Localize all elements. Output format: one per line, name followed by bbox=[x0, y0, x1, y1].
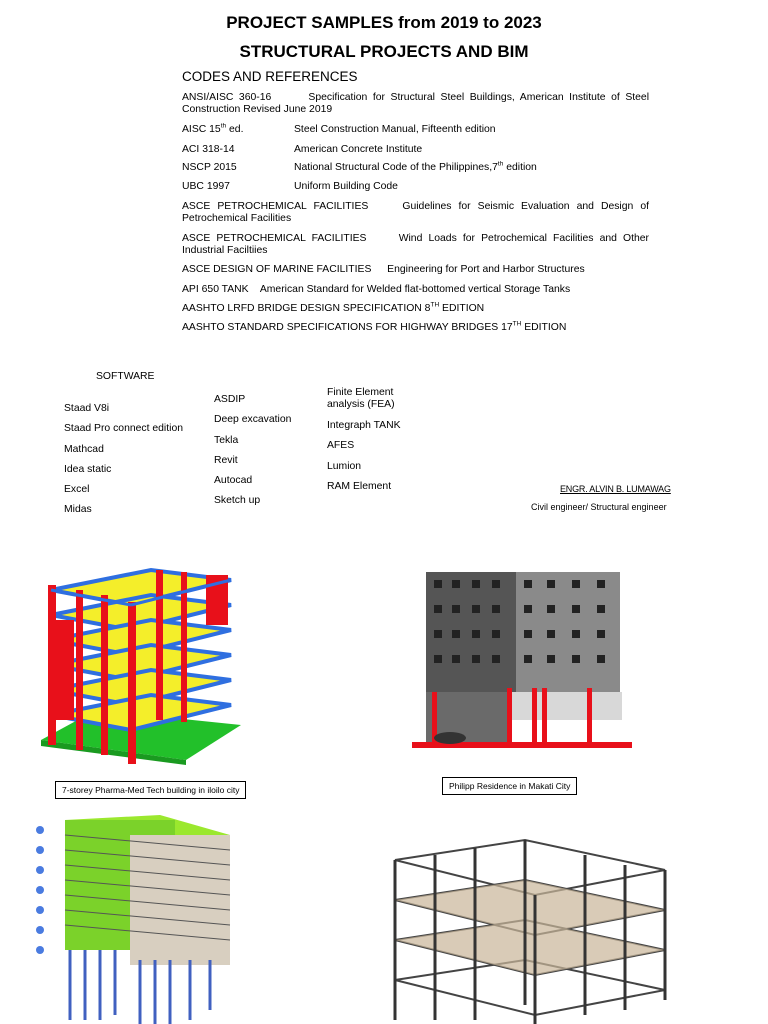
code-label: ANSI/AISC 360-16 bbox=[182, 92, 272, 103]
software-item: Finite Element bbox=[327, 387, 394, 398]
code-row bbox=[182, 284, 649, 296]
pharma-med-building-model bbox=[36, 560, 246, 770]
code-description: American Standard for Welded flat-bottomed vertical Storage Tanks bbox=[259, 284, 571, 295]
code-label: ACI 318-14 bbox=[182, 144, 235, 155]
structural-frame-model bbox=[375, 820, 675, 1024]
code-row bbox=[182, 233, 649, 257]
software-item: Integraph TANK bbox=[327, 420, 401, 431]
bim-building-model bbox=[30, 810, 250, 1024]
software-item: Lumion bbox=[327, 460, 362, 472]
software-item: Idea static bbox=[64, 463, 112, 475]
code-description: Engineering for Port and Harbor Structures bbox=[387, 264, 585, 275]
code-label: ASCE PETROCHEMICAL FACILITIES bbox=[182, 201, 369, 212]
software-item: RAM Element bbox=[327, 480, 392, 492]
software-item: Staad V8i bbox=[64, 403, 110, 414]
software-item: Tekla bbox=[214, 434, 239, 446]
software-item: Excel bbox=[64, 484, 90, 496]
engineer-name: ENGR. ALVIN B. LUMAWAG bbox=[560, 484, 671, 494]
code-row bbox=[182, 322, 649, 334]
code-label: ASCE PETROCHEMICAL FACILITIES bbox=[182, 233, 367, 244]
code-description: Specification for Structural Steel Buildings, American Institute of Steel Construction Revised June 2019 bbox=[182, 92, 650, 115]
software-item: ASDIP bbox=[214, 394, 246, 405]
code-description: Wind Loads for Petrochemical Facilities and Other Industrial Faciltiies bbox=[182, 233, 649, 256]
project-2-caption: Philipp Residence in Makati City bbox=[442, 777, 577, 795]
software-item: Deep excavation bbox=[214, 414, 292, 426]
code-row bbox=[182, 181, 649, 193]
page-title: PROJECT SAMPLES from 2019 to 2023 bbox=[226, 13, 542, 32]
code-label: UBC 1997 bbox=[182, 181, 230, 192]
code-description: Guidelines for Seismic Evaluation and Design of Petrochemical Facilities bbox=[182, 201, 649, 224]
code-label: AISC 15th ed. bbox=[182, 122, 244, 135]
code-row bbox=[182, 162, 649, 174]
code-label: API 650 TANK bbox=[182, 284, 249, 295]
code-row bbox=[182, 144, 649, 156]
project-1-caption: 7-storey Pharma-Med Tech building in iloilo city bbox=[55, 781, 246, 799]
philipp-residence-render bbox=[412, 570, 632, 755]
software-item: Mathcad bbox=[64, 443, 104, 455]
software-item: analysis (FEA) bbox=[327, 399, 395, 410]
software-list-2 bbox=[214, 390, 291, 512]
software-item: Sketch up bbox=[214, 495, 261, 507]
software-list-3 bbox=[327, 387, 395, 411]
code-row bbox=[182, 303, 649, 315]
software-item: Staad Pro connect edition bbox=[64, 423, 183, 435]
software-item: Midas bbox=[64, 504, 92, 516]
code-row bbox=[182, 124, 649, 136]
code-description: American Concrete Institute bbox=[294, 144, 423, 155]
codes-heading: CODES AND REFERENCES bbox=[182, 69, 358, 84]
code-label: NSCP 2015 bbox=[182, 162, 237, 173]
software-heading: SOFTWARE bbox=[96, 371, 155, 382]
software-list-1 bbox=[64, 399, 183, 521]
code-description: Uniform Building Code bbox=[294, 181, 398, 192]
code-label: AASHTO STANDARD SPECIFICATIONS FOR HIGHWAY BRIDGES 17TH EDITION bbox=[182, 320, 567, 333]
software-list-3b bbox=[327, 416, 401, 497]
engineer-title: Civil engineer/ Structural engineer bbox=[531, 502, 667, 512]
code-row bbox=[182, 264, 649, 276]
code-row bbox=[182, 201, 649, 225]
code-description: National Structural Code of the Philippines,7th edition bbox=[294, 160, 537, 173]
code-label: AASHTO LRFD BRIDGE DESIGN SPECIFICATION 8TH EDITION bbox=[182, 301, 485, 314]
software-item: Revit bbox=[214, 454, 238, 466]
code-description: Steel Construction Manual, Fifteenth edition bbox=[294, 124, 496, 135]
software-item: AFES bbox=[327, 440, 355, 452]
code-label: ASCE DESIGN OF MARINE FACILITIES bbox=[182, 264, 372, 275]
software-item: Autocad bbox=[214, 475, 253, 487]
page-subtitle: STRUCTURAL PROJECTS AND BIM bbox=[239, 42, 529, 61]
code-row bbox=[182, 92, 649, 116]
